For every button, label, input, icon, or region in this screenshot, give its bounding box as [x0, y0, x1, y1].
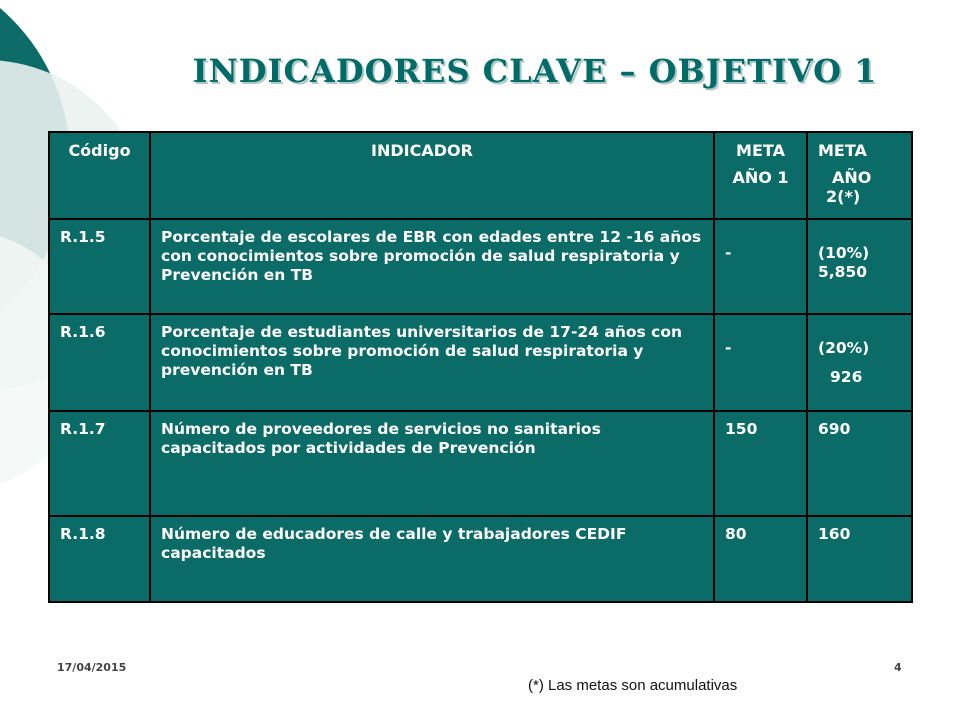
row-meta-year2: [807, 219, 912, 314]
slide-title: INDICADORES CLAVE – OBJETIVO 1: [192, 52, 878, 90]
footnote: (*) Las metas son acumulativas: [528, 677, 738, 694]
slide-page-number: 4: [894, 661, 902, 674]
row-meta-year2-value: 5,850: [818, 263, 868, 281]
row-meta-year2-pct: (10%): [818, 244, 870, 262]
row-indicator: Porcentaje de estudiantes universitarios de 17-24 años con conocimientos sobre promoción de salud respiratoria y prevención en TB: [150, 314, 714, 411]
header-meta-year2-line3: 2(*): [826, 187, 861, 206]
table-header-row: [49, 132, 912, 219]
row-meta-year1: 80: [714, 516, 807, 602]
row-code: R.1.8: [49, 516, 150, 602]
row-indicator: Número de educadores de calle y trabajadores CEDIF capacitados: [150, 516, 714, 602]
row-indicator: Número de proveedores de servicios no sanitarios capacitados por actividades de Prevención: [150, 411, 714, 516]
indicators-table: [48, 131, 913, 603]
row-code: R.1.6: [49, 314, 150, 411]
header-indicator: INDICADOR: [150, 132, 714, 219]
row-meta-year2: [807, 314, 912, 411]
row-code: R.1.7: [49, 411, 150, 516]
header-meta-year1-line2: AÑO 1: [732, 168, 789, 187]
header-meta-year2: [807, 132, 912, 219]
slide-date: 17/04/2015: [57, 661, 127, 674]
row-meta-year1: 150: [714, 411, 807, 516]
table-row: [49, 219, 912, 314]
header-meta-year1: [714, 132, 807, 219]
header-meta-year1-line1: META: [736, 141, 785, 160]
header-meta-year2-line1: META: [818, 141, 867, 160]
row-meta-year2-value: 690: [818, 420, 851, 438]
row-meta-year2: [807, 516, 912, 602]
row-meta-year2-value: 926: [830, 368, 863, 386]
row-meta-year2: [807, 411, 912, 516]
row-meta-year1: -: [714, 219, 807, 314]
row-code: R.1.5: [49, 219, 150, 314]
row-meta-year2-value: 160: [818, 525, 851, 543]
row-meta-year2-pct: (20%): [818, 339, 870, 357]
row-indicator: Porcentaje de escolares de EBR con edades entre 12 -16 años con conocimientos sobre promoción de salud respiratoria y Prevención en TB: [150, 219, 714, 314]
header-meta-year2-line2: AÑO: [832, 168, 872, 187]
table-row: [49, 516, 912, 602]
row-meta-year1: -: [714, 314, 807, 411]
table-row: [49, 411, 912, 516]
header-code: Código: [49, 132, 150, 219]
table-row: [49, 314, 912, 411]
